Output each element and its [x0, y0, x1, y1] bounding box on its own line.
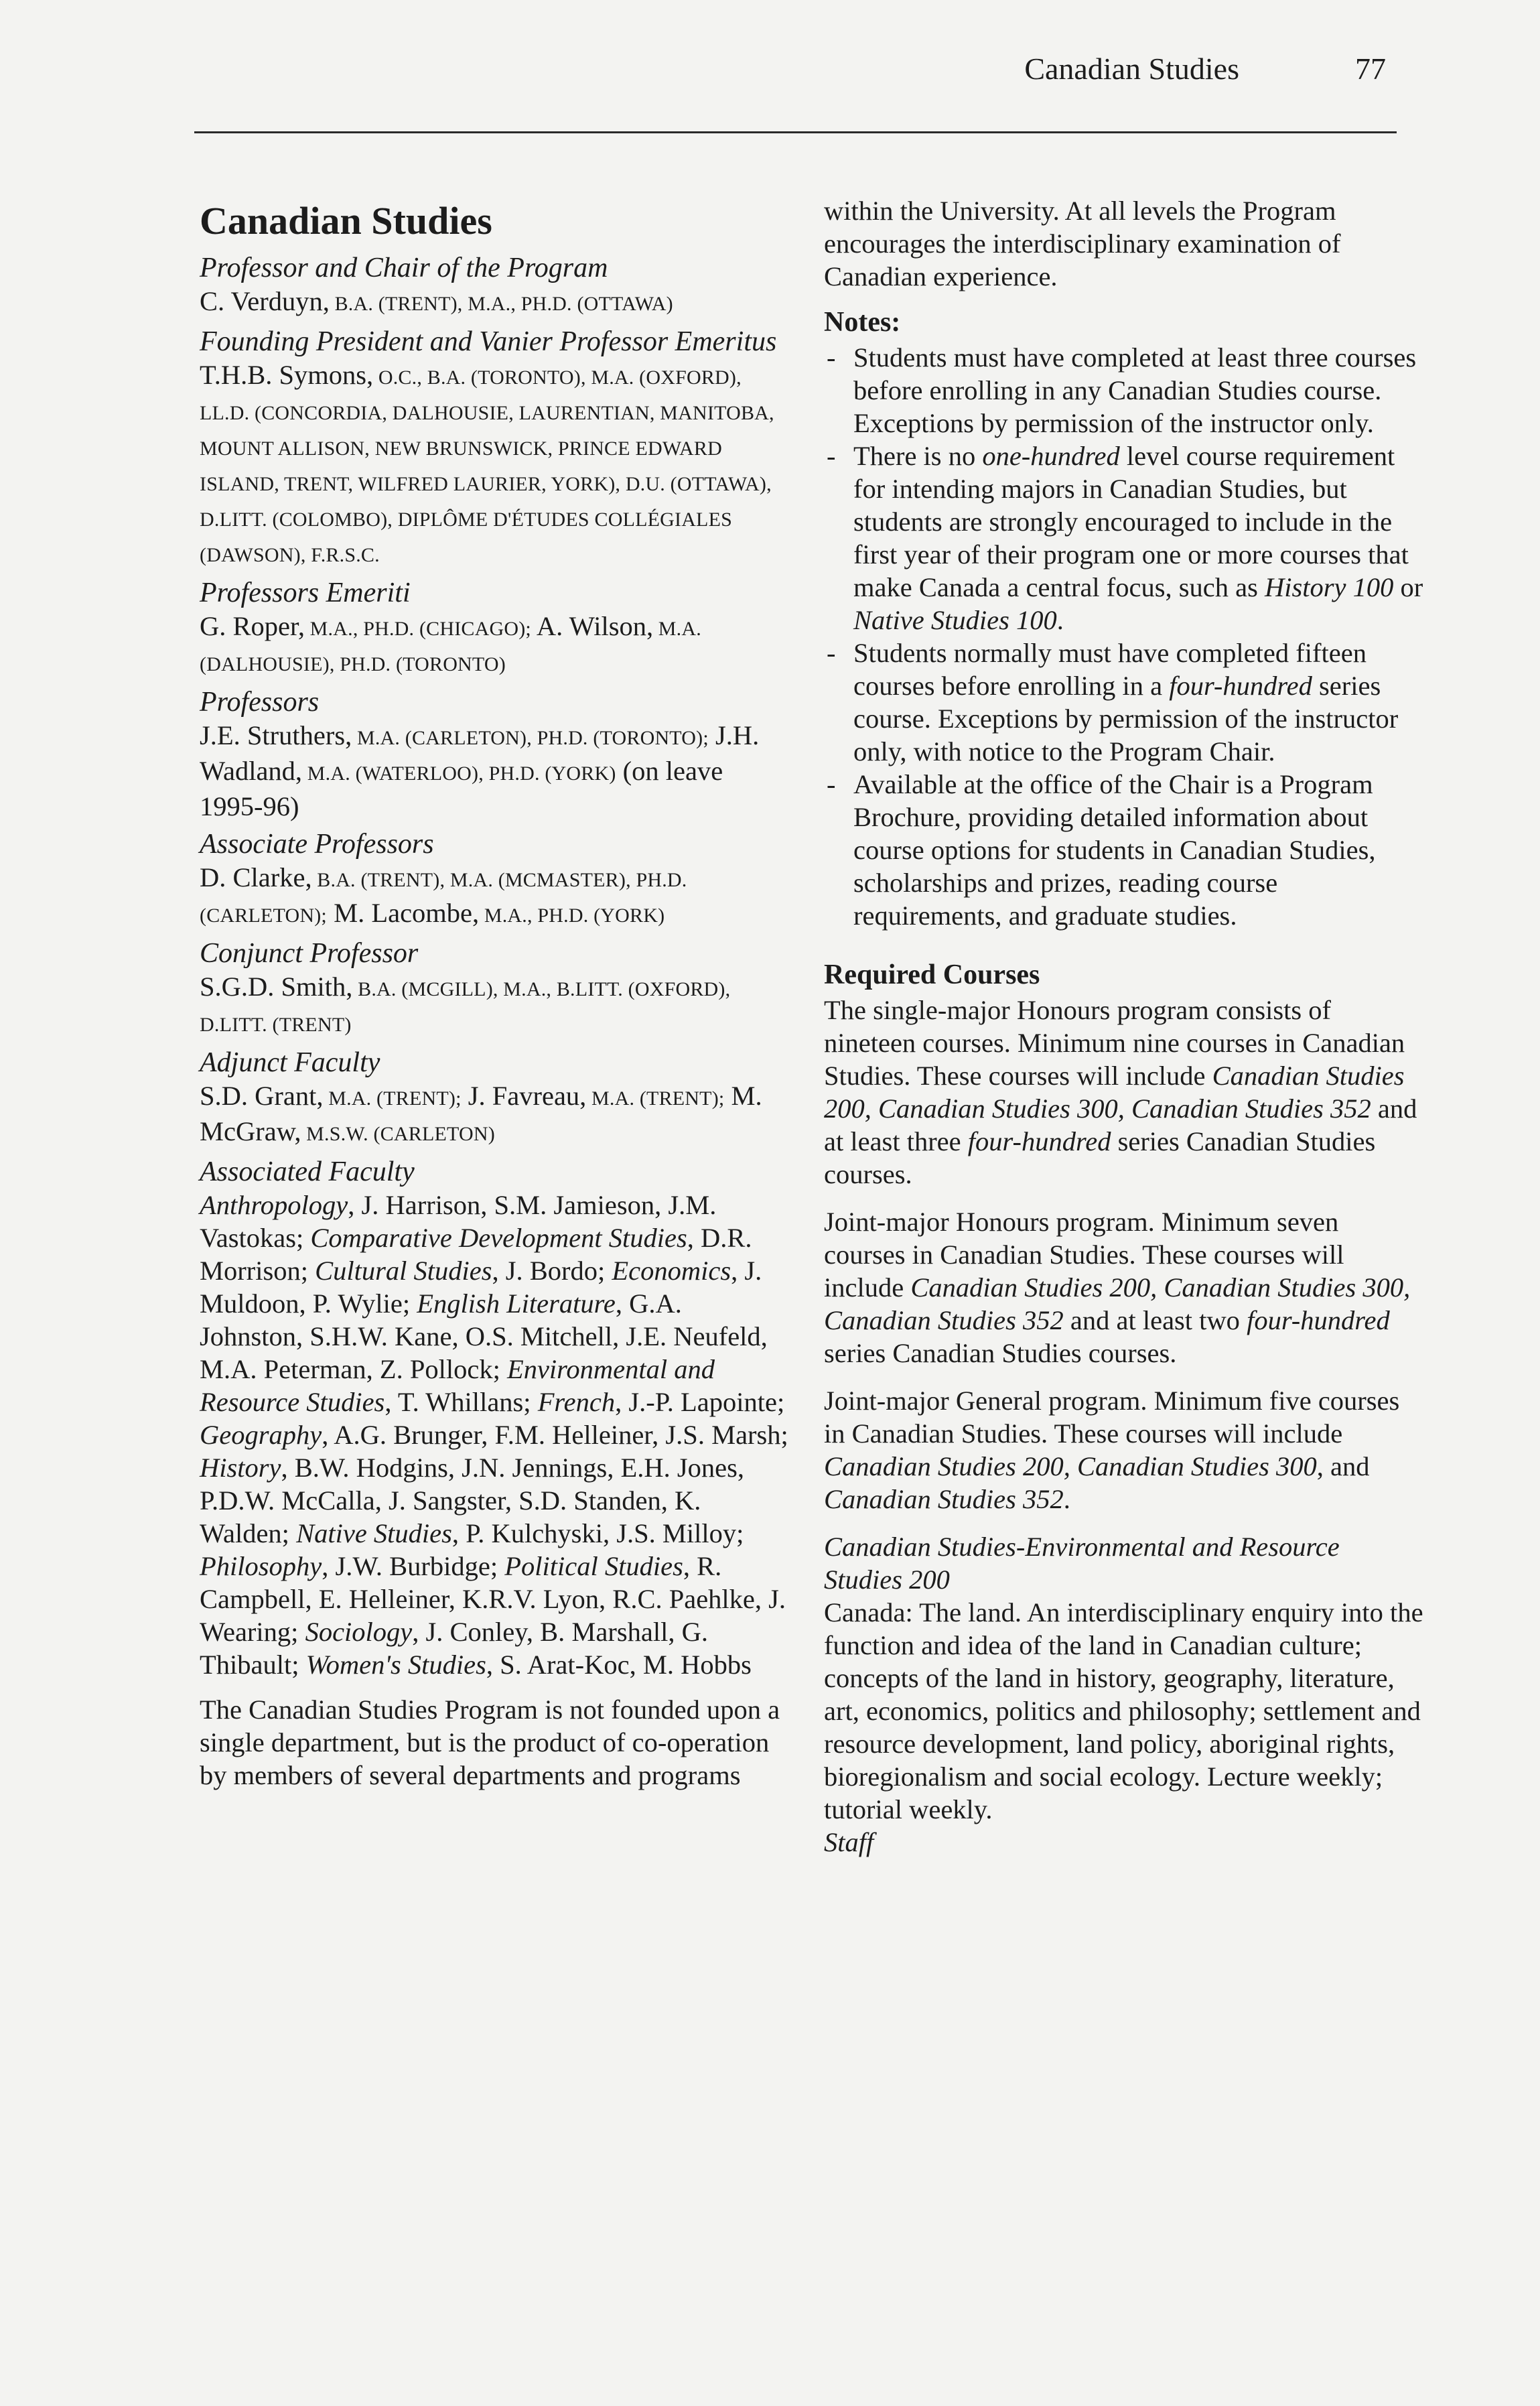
faculty-name: J. Favreau,	[461, 1081, 587, 1111]
department-name: Geography	[200, 1420, 322, 1450]
note-text: There is no	[853, 441, 983, 471]
faculty-listing	[200, 861, 789, 932]
faculty-role-title: Associate Professors	[200, 829, 434, 860]
department-name: Comparative Development Studies	[310, 1223, 687, 1253]
faculty-professors	[200, 686, 789, 823]
department-name: Women's Studies	[305, 1650, 486, 1680]
faculty-adjunct	[200, 1047, 789, 1150]
note-text: Available at the office of the Chair is a Program Brochure, providing detailed information about course options for students in Canadian Studies, scholarships and prizes, reading course requirements, and graduate studies.	[853, 769, 1376, 931]
faculty-credentials: B.A. (TRENT), M.A., PH.D. (OTTAWA)	[329, 293, 673, 315]
department-members: , A.G. Brunger, F.M. Helleiner, J.S. Marsh;	[322, 1420, 788, 1450]
note-item	[824, 440, 1423, 637]
faculty-credentials: B.A. (TRENT), M.A. (MCMASTER), PH.D. (CARLETON);	[200, 869, 687, 927]
course-reference: Canadian Studies 200, Canadian Studies 300, Canadian Studies 352	[824, 1272, 1411, 1335]
faculty-associated	[200, 1156, 789, 1681]
note-item	[824, 341, 1423, 440]
note-text: Students must have completed at least three courses before enrolling in any Canadian Studies course. Exceptions by permission of the instructor only.	[853, 342, 1417, 438]
department-members: , J.-P. Lapointe;	[615, 1387, 785, 1417]
requirement-text: series Canadian Studies courses.	[824, 1338, 1177, 1368]
right-column	[824, 194, 1423, 1859]
department-members: , S. Arat-Koc, M. Hobbs	[486, 1650, 752, 1680]
faculty-role-title: Professor and Chair of the Program	[200, 253, 608, 283]
note-item	[824, 768, 1423, 932]
note-emphasis: one-hundred	[982, 441, 1120, 471]
faculty-associate	[200, 828, 789, 932]
course-description: Canada: The land. An interdisciplinary enquiry into the function and idea of the land in Canadian culture; concepts of the land in history, geography, literature, art, economics, politics and philosophy; settlement and resource development, land policy, aboriginal rights, bioregionalism and social ecology. Lecture weekly; tutorial weekly.	[824, 1597, 1423, 1824]
faculty-role-title: Conjunct Professor	[200, 938, 419, 969]
faculty-name: D. Clarke,	[200, 862, 312, 892]
faculty-name: S.G.D. Smith,	[200, 972, 353, 1002]
notes-heading: Notes:	[824, 307, 901, 338]
requirement-single-major	[824, 994, 1423, 1191]
faculty-credentials: M.A. (TRENT);	[323, 1087, 462, 1110]
faculty-name: M. Lacombe,	[326, 898, 480, 928]
department-members: , G.A. Johnston, S.H.W. Kane, O.S. Mitchell, J.E. Neufeld, M.A. Peterman, Z. Pollock;	[200, 1288, 768, 1384]
department-members: , T. Whillans;	[384, 1387, 538, 1417]
department-name: Economics	[612, 1256, 731, 1286]
requirement-text: and at least two	[1063, 1305, 1247, 1335]
department-name: Sociology	[305, 1617, 413, 1647]
requirement-text: , and	[1316, 1451, 1370, 1481]
requirement-text: series Canadian Studies courses.	[824, 1126, 1376, 1189]
requirement-text: and at least three	[824, 1093, 1417, 1156]
faculty-role-title: Adjunct Faculty	[200, 1047, 380, 1078]
course-reference: Canadian Studies 200, Canadian Studies 300, Canadian Studies 352	[824, 1061, 1405, 1124]
note-text: level course requirement for intending majors in Canadian Studies, but students are strongly encouraged to include in the first year of their program one or more courses that make Canada a central focus, such as	[853, 441, 1409, 602]
department-name: Philosophy	[200, 1551, 322, 1581]
faculty-name: M. McGraw,	[200, 1081, 762, 1146]
department-members: , J. Conley, B. Marshall, G. Thibault;	[200, 1617, 709, 1680]
required-courses-heading: Required Courses	[824, 959, 1040, 990]
faculty-name: S.D. Grant,	[200, 1081, 324, 1111]
course-reference: Canadian Studies 352	[824, 1484, 1064, 1514]
department-members: , J. Bordo;	[492, 1256, 612, 1286]
faculty-listing	[200, 610, 789, 681]
department-members: , J. Muldoon, P. Wylie;	[200, 1256, 762, 1319]
note-item	[824, 637, 1423, 768]
section-title: Canadian Studies	[200, 199, 492, 243]
faculty-name: C. Verduyn,	[200, 286, 330, 316]
running-title: Canadian Studies	[1024, 52, 1239, 86]
faculty-credentials: M.A. (TRENT);	[586, 1087, 725, 1110]
faculty-credentials: B.A. (MCGILL), M.A., B.LITT. (OXFORD), D.LITT. (TRENT)	[200, 978, 731, 1036]
faculty-credentials: M.A. (WATERLOO), PH.D. (YORK)	[302, 762, 616, 785]
faculty-name: J.E. Struthers,	[200, 720, 352, 750]
faculty-role-title: Professors	[200, 687, 320, 718]
requirement-joint-honours	[824, 1205, 1423, 1369]
requirement-text: The single-major Honours program consists of nineteen courses. Minimum nine courses in Canadian Studies. These courses will include	[824, 995, 1405, 1091]
faculty-role-title: Professors Emeriti	[200, 578, 411, 608]
faculty-emeriti	[200, 577, 789, 681]
faculty-chair	[200, 252, 789, 320]
faculty-credentials: O.C., B.A. (TORONTO), M.A. (OXFORD), LL.D. (CONCORDIA, DALHOUSIE, LAURENTIAN, MANITOBA, MOUNT ALLISON, NEW BRUNSWICK, PRINCE EDWARD ISLAND, TRENT, WILFRED LAURIER, YORK), D.U. (OTTAWA), D.LITT. (COLOMBO), DIPLÔME D'ÉTUDES COLLÉGIALES (DAWSON), F.R.S.C.	[200, 366, 774, 566]
course-reference: History 100	[1265, 572, 1394, 602]
faculty-name: J.H. Wadland,	[200, 720, 760, 786]
note-text: or	[1393, 572, 1423, 602]
faculty-credentials: M.A., PH.D. (YORK)	[479, 905, 665, 927]
department-name: Environmental and Resource Studies	[200, 1354, 715, 1417]
department-members: , J.W. Burbidge;	[322, 1551, 505, 1581]
course-reference: Canadian Studies 200, Canadian Studies 300	[824, 1451, 1317, 1481]
requirement-text: Joint-major Honours program. Minimum seven courses in Canadian Studies. These courses will include	[824, 1207, 1344, 1302]
faculty-listing	[200, 285, 789, 320]
department-members: , D.R. Morrison;	[200, 1223, 752, 1286]
faculty-listing	[200, 970, 789, 1041]
department-name: History	[200, 1453, 281, 1483]
faculty-credentials: M.A., PH.D. (CHICAGO);	[304, 618, 531, 640]
note-text: Students normally must have completed fifteen courses before enrolling in a	[853, 638, 1367, 701]
faculty-credentials: M.A. (DALHOUSIE), PH.D. (TORONTO)	[200, 618, 701, 675]
faculty-listing	[200, 719, 789, 823]
department-members: , J. Harrison, S.M. Jamieson, J.M. Vastokas;	[200, 1190, 717, 1253]
header-rule	[194, 131, 1397, 133]
left-column	[200, 198, 789, 1792]
department-name: Anthropology	[200, 1190, 348, 1220]
requirement-joint-general	[824, 1384, 1423, 1516]
department-name: Cultural Studies	[315, 1256, 492, 1286]
faculty-name: G. Roper,	[200, 611, 305, 641]
department-name: French	[537, 1387, 616, 1417]
note-emphasis: four-hundred	[1169, 671, 1312, 701]
requirement-emphasis: four-hundred	[1247, 1305, 1390, 1335]
faculty-founding-president	[200, 326, 789, 572]
requirement-text: Joint-major General program. Minimum five courses in Canadian Studies. These courses will include	[824, 1386, 1400, 1449]
program-intro-continued: within the University. At all levels the Program encourages the interdisciplinary examination of Canadian experience.	[824, 196, 1341, 291]
leave-note: (on leave 1995-96)	[200, 756, 723, 821]
department-members: , B.W. Hodgins, J.N. Jennings, E.H. Jones, P.D.W. McCalla, J. Sangster, S.D. Standen, K. Walden;	[200, 1453, 745, 1548]
department-name: Political Studies	[504, 1551, 683, 1581]
course-instructor: Staff	[824, 1827, 874, 1857]
faculty-credentials: M.A. (CARLETON), PH.D. (TORONTO);	[352, 727, 709, 749]
department-name: Native Studies	[296, 1518, 452, 1548]
faculty-role-title: Associated Faculty	[200, 1156, 415, 1187]
faculty-listing	[200, 1079, 789, 1150]
faculty-listing	[200, 358, 789, 572]
course-title: Canadian Studies-Environmental and Resource Studies 200	[824, 1532, 1340, 1595]
requirement-text: .	[1063, 1484, 1070, 1514]
note-text: .	[1056, 605, 1064, 635]
department-name: English Literature	[417, 1288, 616, 1319]
requirement-emphasis: four-hundred	[967, 1126, 1111, 1156]
note-text: series course. Exceptions by permission of the instructor only, with notice to the Program Chair.	[853, 671, 1399, 766]
page-number: 77	[1355, 52, 1386, 86]
faculty-conjunct	[200, 937, 789, 1041]
faculty-name: A. Wilson,	[531, 611, 654, 641]
course-reference: Native Studies 100	[853, 605, 1057, 635]
program-intro: The Canadian Studies Program is not founded upon a single department, but is the product of co-operation by members of several departments and programs	[200, 1694, 780, 1790]
associated-faculty-listing	[200, 1189, 789, 1681]
running-header	[194, 47, 1390, 101]
department-members: , R. Campbell, E. Helleiner, K.R.V. Lyon, R.C. Paehlke, J. Wearing;	[200, 1551, 786, 1647]
notes-list	[824, 341, 1423, 932]
faculty-role-title: Founding President and Vanier Professor Emeritus	[200, 326, 777, 357]
department-members: , P. Kulchyski, J.S. Milloy;	[451, 1518, 744, 1548]
faculty-credentials: M.S.W. (CARLETON)	[301, 1123, 495, 1145]
faculty-name: T.H.B. Symons,	[200, 360, 374, 390]
